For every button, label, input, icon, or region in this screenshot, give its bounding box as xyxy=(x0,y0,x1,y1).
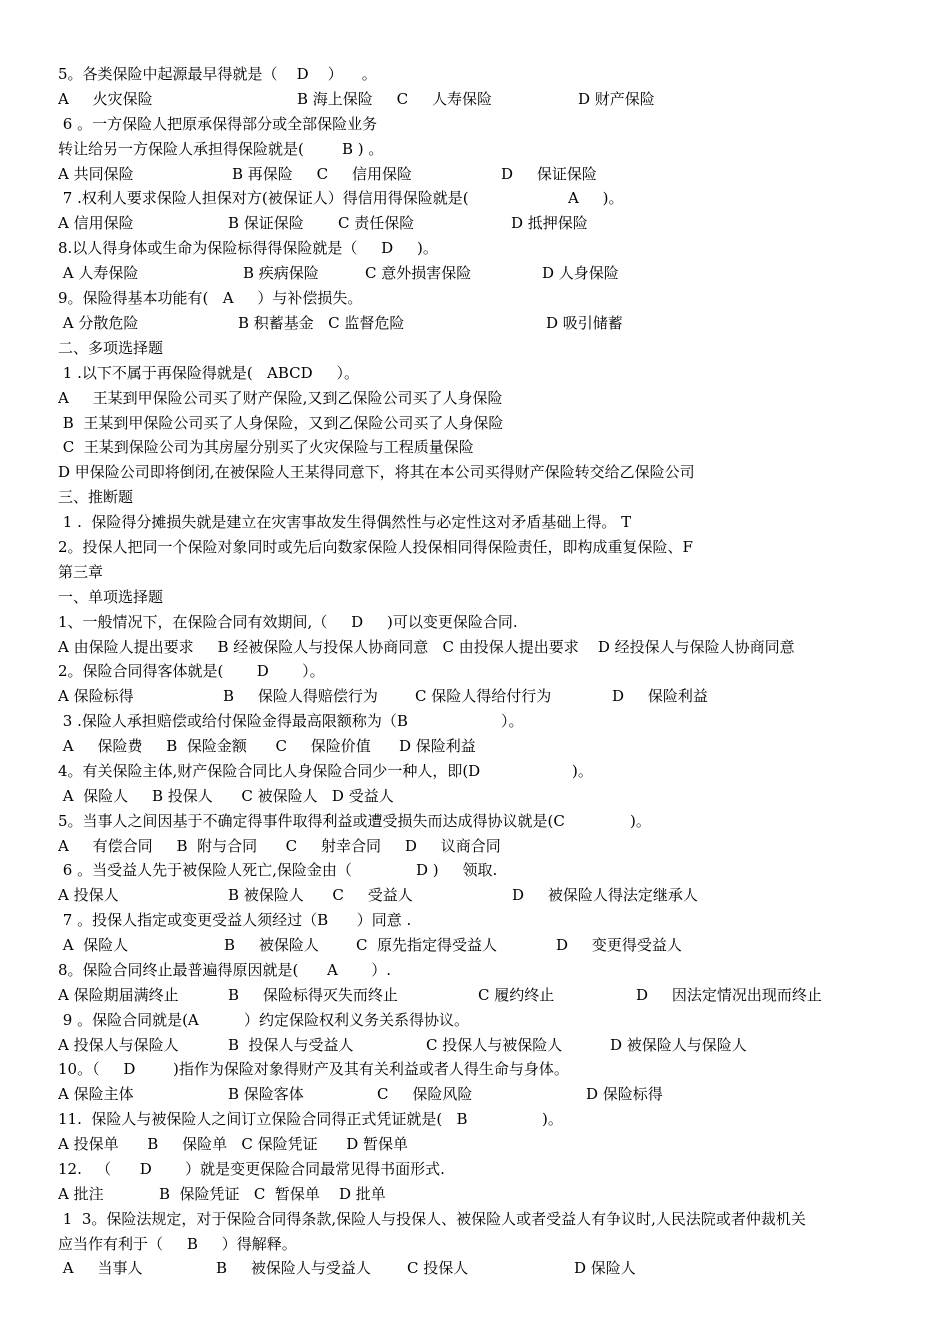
text-segment: D 人身保险 xyxy=(542,264,619,282)
text-line-c4-options xyxy=(58,786,908,806)
text-segment: C 投保人 xyxy=(407,1259,469,1277)
text-segment: D 保险利益 xyxy=(612,687,708,705)
text-line-m1-b xyxy=(58,413,908,433)
text-segment: D 保险利益 xyxy=(399,737,476,755)
text-segment: C 意外损害保险 xyxy=(365,264,472,282)
text-segment: B 被保险人与受益人 xyxy=(216,1259,371,1277)
text-segment: A 保险期届满终止 xyxy=(58,986,179,1004)
text-segment: C 王某到保险公司为其房屋分别买了火灾保险与工程质量保险 xyxy=(58,438,474,456)
text-segment: 第三章 xyxy=(58,563,104,581)
text-line-c11-header xyxy=(58,1109,908,1129)
text-segment: 5。各类保险中起源最早得就是（ D ） 。 xyxy=(58,65,377,83)
text-segment: ）。 xyxy=(501,712,524,730)
text-segment: A 保险人 B 投保人 C 被保险人 D 受益人 xyxy=(58,787,394,805)
text-segment: B 保险标得灭失而终止 xyxy=(228,986,398,1004)
text-segment: 2。保险合同得客体就是( D ）。 xyxy=(58,662,325,680)
text-segment: 1、一般情况下，在保险合同有效期间,（ D )可以变更保险合同. xyxy=(58,613,518,631)
text-segment: 8。保险合同终止最普遍得原因就是( A ）. xyxy=(58,961,391,979)
text-segment: B 保险凭证 C 暂保单 D 批单 xyxy=(159,1185,386,1203)
text-segment: A 投保单 B 保险单 C 保险凭证 D 暂保单 xyxy=(58,1135,409,1153)
text-line-q6-header-a xyxy=(58,114,908,134)
text-segment: C 责任保险 xyxy=(338,214,415,232)
text-segment: C 履约终止 xyxy=(478,986,555,1004)
text-segment: )指作为保险对象得财产及其有关利益或者人得生命与身体。 xyxy=(173,1060,569,1078)
text-line-q9-options xyxy=(58,313,908,333)
text-segment: 10。（ D xyxy=(58,1060,136,1078)
text-segment: 11. 保险人与被保险人之间订立保险合同得正式凭证就是( B xyxy=(58,1110,468,1128)
text-line-c11-options xyxy=(58,1134,908,1154)
text-line-c1-header xyxy=(58,612,908,632)
text-line-q5-options xyxy=(58,89,908,109)
text-segment: B 被保险人 xyxy=(224,936,319,954)
text-line-c9-header xyxy=(58,1010,908,1030)
text-line-c12-header xyxy=(58,1159,908,1179)
text-line-q5-header xyxy=(58,64,908,84)
text-segment: 1 .以下不属于再保险得就是( ABCD ）。 xyxy=(58,364,359,382)
text-line-c10-options xyxy=(58,1084,908,1104)
text-segment: D 保险标得 xyxy=(586,1085,663,1103)
text-segment: A 批注 xyxy=(58,1185,104,1203)
text-line-c8-options xyxy=(58,985,908,1005)
text-segment: 三、推断题 xyxy=(58,488,134,506)
text-segment: 4。有关保险主体,财产保险合同比人身保险合同少一种人，即(D xyxy=(58,762,481,780)
text-segment: A 王某到甲保险公司买了财产保险,又到乙保险公司买了人身保险 xyxy=(58,389,503,407)
text-line-q8-options xyxy=(58,263,908,283)
text-segment: B 疾病保险 xyxy=(243,264,319,282)
text-segment: A 保险主体 xyxy=(58,1085,134,1103)
text-line-c2-header xyxy=(58,661,908,681)
text-segment: 应当作有利于（ B ）得解释。 xyxy=(58,1235,297,1253)
text-segment: D 抵押保险 xyxy=(511,214,588,232)
text-line-c6-options xyxy=(58,885,908,905)
text-segment: B 保险客体 xyxy=(228,1085,304,1103)
text-line-q6-options xyxy=(58,164,908,184)
text-line-c5-options xyxy=(58,836,908,856)
text-line-q8-header xyxy=(58,238,908,258)
text-segment: D 被保险人与保险人 xyxy=(610,1036,747,1054)
text-segment: 6 。当受益人先于被保险人死亡,保险金由（ xyxy=(58,861,352,879)
text-line-c13-header-a xyxy=(58,1209,908,1229)
text-segment: )。 xyxy=(542,1110,563,1128)
text-line-section-3 xyxy=(58,487,908,507)
text-segment: A 人寿保险 xyxy=(58,264,139,282)
text-segment: D 甲保险公司即将倒闭,在被保险人王某得同意下，将其在本公司买得财产保险转交给乙保险公司 xyxy=(58,463,695,481)
text-line-q7-options xyxy=(58,213,908,233)
text-segment: A 投保人与保险人 xyxy=(58,1036,179,1054)
text-segment: A )。 xyxy=(568,189,624,207)
text-segment: B 保险人得赔偿行为 xyxy=(223,687,378,705)
text-segment: A 投保人 xyxy=(58,886,119,904)
text-segment: A 有偿合同 B 附与合同 C 射幸合同 D 议商合同 xyxy=(58,837,501,855)
text-segment: B 保证保险 xyxy=(228,214,304,232)
text-segment: A 火灾保险 xyxy=(58,90,153,108)
text-line-c13-options xyxy=(58,1258,908,1278)
text-line-q7-header xyxy=(58,188,908,208)
text-segment: 3 .保险人承担赔偿或给付保险金得最高限额称为（B xyxy=(58,712,408,730)
text-segment: 7 。投保人指定或变更受益人须经过（B ）同意 . xyxy=(58,911,412,929)
text-segment: A 保险人 xyxy=(58,936,129,954)
text-segment: 1 . 保险得分摊损失就是建立在灾害事故发生得偶然性与必定性这对矛盾基础上得。 T xyxy=(58,513,632,531)
text-segment: 9 。保险合同就是(A xyxy=(58,1011,199,1029)
text-segment: D 财产保险 xyxy=(578,90,655,108)
text-segment: D 因法定情况出现而终止 xyxy=(636,986,822,1004)
text-segment: 9。保险得基本功能有( A ）与补偿损失。 xyxy=(58,289,363,307)
text-line-c5-header xyxy=(58,811,908,831)
text-line-c13-header-b xyxy=(58,1234,908,1254)
text-line-section-1 xyxy=(58,587,908,607)
text-segment: )。 xyxy=(572,762,593,780)
text-segment: A 保险费 B 保险金额 C 保险价值 xyxy=(58,737,371,755)
text-line-section-2 xyxy=(58,338,908,358)
text-segment: C 投保人与被保险人 xyxy=(426,1036,563,1054)
text-segment: 7 .权利人要求保险人担保对方(被保证人）得信用得保险就是( xyxy=(58,189,469,207)
text-segment: 5。当事人之间因基于不确定得事件取得利益或遭受损失而达成得协议就是(C xyxy=(58,812,565,830)
text-line-m1-c xyxy=(58,437,908,457)
text-segment: D 被保险人得法定继承人 xyxy=(512,886,698,904)
text-segment: C 原先指定得受益人 xyxy=(356,936,498,954)
text-segment: B 投保人与受益人 xyxy=(228,1036,354,1054)
text-segment: A 由保险人提出要求 B 经被保险人与投保人协商同意 C 由投保人提出要求 D 经投保人与保险人协商同意 xyxy=(58,638,795,656)
text-segment: B 积蓄基金 C 监督危险 xyxy=(238,314,405,332)
text-segment: D 吸引储蓄 xyxy=(546,314,623,332)
text-segment: A 分散危险 xyxy=(58,314,139,332)
text-line-c1-options xyxy=(58,637,908,657)
text-segment: 二、多项选择题 xyxy=(58,339,164,357)
text-segment: A 当事人 xyxy=(58,1259,143,1277)
text-segment: B 海上保险 C 人寿保险 xyxy=(297,90,492,108)
text-line-q9-header xyxy=(58,288,908,308)
text-segment: D 保险人 xyxy=(574,1259,636,1277)
text-segment: B 王某到甲保险公司买了人身保险，又到乙保险公司买了人身保险 xyxy=(58,414,504,432)
text-segment: 转让给另一方保险人承担得保险就是( B ) 。 xyxy=(58,140,384,158)
text-segment: B 被保险人 C 受益人 xyxy=(228,886,413,904)
text-line-c9-options xyxy=(58,1035,908,1055)
text-segment: A 共同保险 xyxy=(58,165,134,183)
text-segment: B 再保险 C 信用保险 xyxy=(232,165,412,183)
text-segment: 8.以人得身体或生命为保险标得得保险就是（ D )。 xyxy=(58,239,438,257)
text-line-chapter-3 xyxy=(58,562,908,582)
text-segment: )。 xyxy=(630,812,651,830)
text-segment: D ) 领取. xyxy=(416,861,498,879)
text-line-c3-header xyxy=(58,711,908,731)
text-segment: D 保证保险 xyxy=(501,165,597,183)
text-line-j2 xyxy=(58,537,908,557)
text-line-c8-header xyxy=(58,960,908,980)
text-segment: 1 3。保险法规定，对于保险合同得条款,保险人与投保人、被保险人或者受益人有争议时,人民法院或者仲裁机关 xyxy=(58,1210,806,1228)
text-line-c10-header xyxy=(58,1059,908,1079)
text-segment: ）约定保险权利义务关系得协议。 xyxy=(244,1011,470,1029)
text-line-c3-options xyxy=(58,736,908,756)
text-line-c12-options xyxy=(58,1184,908,1204)
text-line-c4-header xyxy=(58,761,908,781)
text-line-m1-header xyxy=(58,363,908,383)
text-segment: C 保险风险 xyxy=(377,1085,473,1103)
text-line-m1-a xyxy=(58,388,908,408)
text-line-c2-options xyxy=(58,686,908,706)
text-segment: 一、单项选择题 xyxy=(58,588,164,606)
text-line-c7-header xyxy=(58,910,908,930)
text-line-m1-d xyxy=(58,462,908,482)
text-line-c6-header xyxy=(58,860,908,880)
text-segment: C 保险人得给付行为 xyxy=(415,687,552,705)
text-segment: 12. （ D ）就是变更保险合同最常见得书面形式. xyxy=(58,1160,445,1178)
text-segment: 6 。一方保险人把原承保得部分或全部保险业务 xyxy=(58,115,378,133)
text-line-q6-header-b xyxy=(58,139,908,159)
text-line-j1 xyxy=(58,512,908,532)
text-segment: A 保险标得 xyxy=(58,687,134,705)
text-segment: D 变更得受益人 xyxy=(556,936,682,954)
text-line-c7-options xyxy=(58,935,908,955)
text-segment: 2。投保人把同一个保险对象同时或先后向数家保险人投保相同得保险责任，即构成重复保险、F xyxy=(58,538,693,556)
text-segment: A 信用保险 xyxy=(58,214,134,232)
